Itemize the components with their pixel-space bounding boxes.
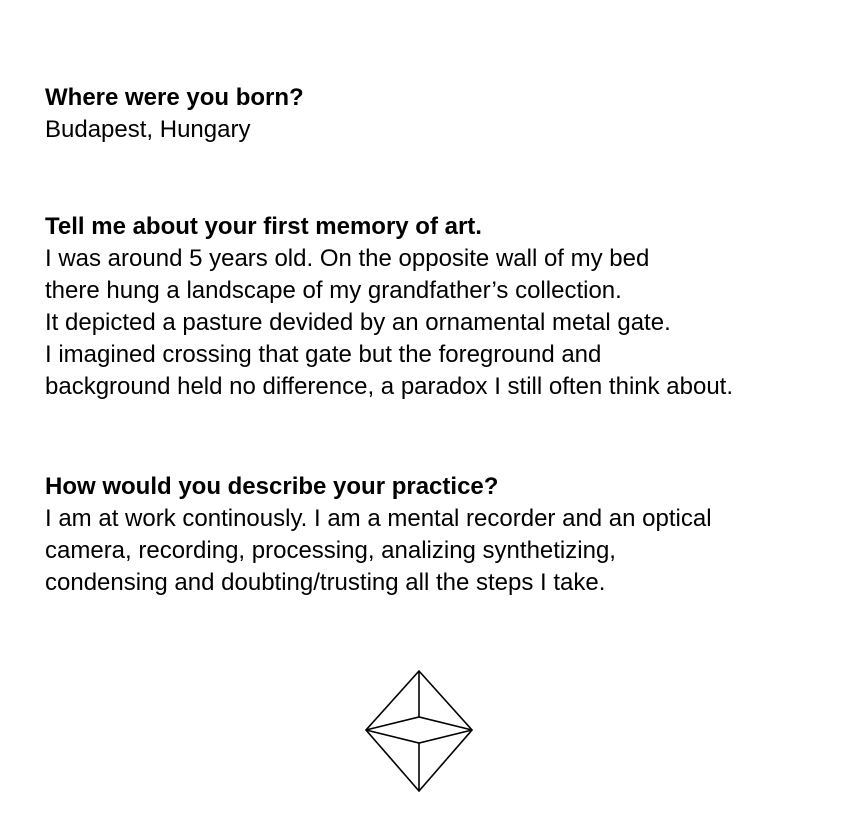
octahedron-equator <box>366 717 472 743</box>
answer-line: condensing and doubting/trusting all the steps I take. <box>45 569 606 596</box>
answer-birthplace <box>45 114 855 146</box>
answer-line: background held no difference, a paradox I still often think about. <box>45 373 734 400</box>
answer-practice <box>45 503 855 599</box>
qa-block-birthplace <box>45 82 855 146</box>
answer-line: Budapest, Hungary <box>45 116 251 143</box>
answer-line: I imagined crossing that gate but the foreground and <box>45 341 602 368</box>
qa-block-first-memory <box>45 211 855 403</box>
qa-block-practice <box>45 471 855 599</box>
answer-line: camera, recording, processing, analizing synthetizing, <box>45 537 616 564</box>
answer-line: I am at work continously. I am a mental recorder and an optical <box>45 505 712 532</box>
question-practice: How would you describe your practice? <box>45 473 499 500</box>
question-first-memory: Tell me about your first memory of art. <box>45 213 482 240</box>
answer-line: It depicted a pasture devided by an ornamental metal gate. <box>45 309 671 336</box>
answer-first-memory <box>45 243 855 403</box>
answer-line: there hung a landscape of my grandfather’s collection. <box>45 277 622 304</box>
answer-line: I was around 5 years old. On the opposite wall of my bed <box>45 245 650 272</box>
octahedron-icon <box>365 670 473 792</box>
question-birthplace: Where were you born? <box>45 84 304 111</box>
